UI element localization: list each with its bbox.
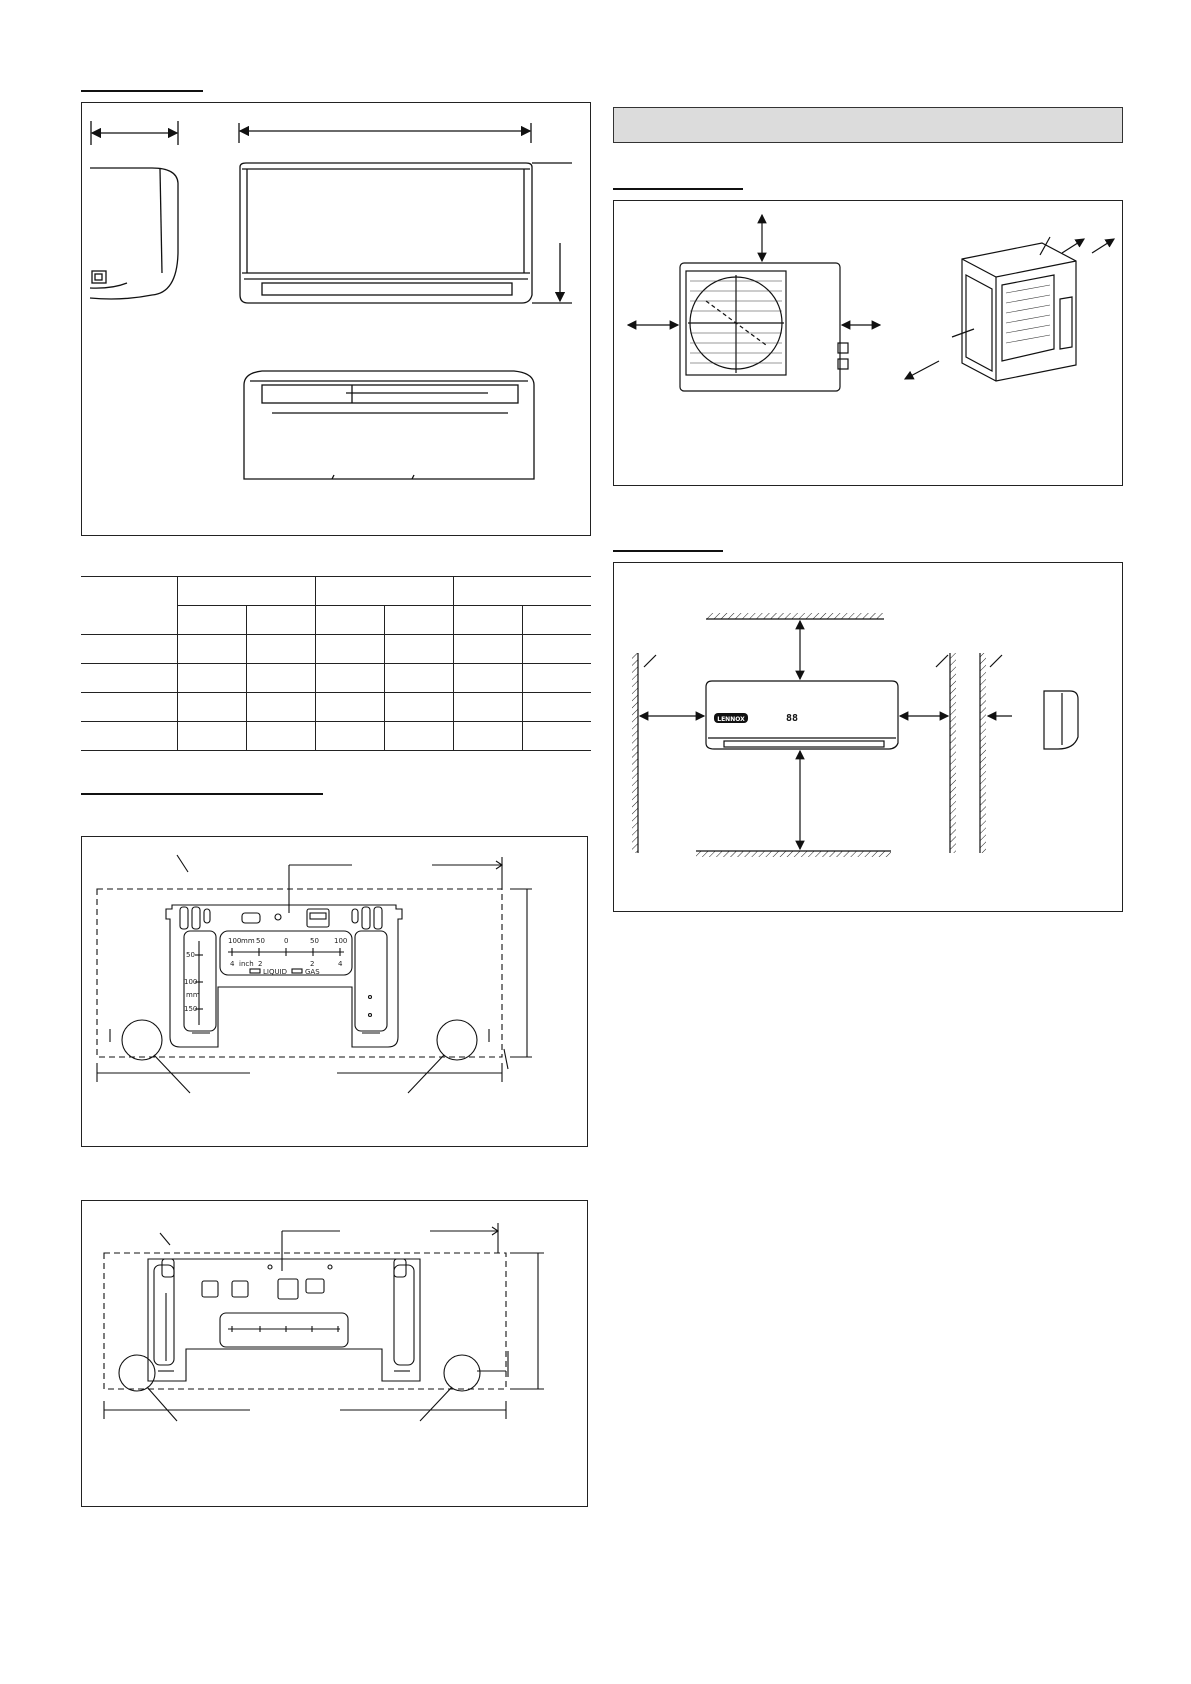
table-cell [177,722,246,751]
liquid-label: LIQUID [263,968,288,976]
table-row [81,664,591,693]
table-cell [384,635,453,664]
dimension-table [81,576,591,751]
table-cell [522,635,591,664]
table-cell [177,693,246,722]
table-cell [315,664,384,693]
indoor-front-view [239,123,572,303]
table-header-group [453,577,591,606]
table-cell [522,664,591,693]
mounting-plate-large-drawing [82,837,589,1148]
indoor-clearance-drawing [614,563,1124,913]
section-banner [613,107,1123,143]
table-subheader [453,606,522,635]
scale-tick-label: 2 [258,960,263,968]
scale-tick-label: 4 [338,960,343,968]
table-cell [522,722,591,751]
table-subheader [315,606,384,635]
table-row [81,635,591,664]
table-cell [81,664,177,693]
mounting-plate-small-drawing [82,1201,589,1508]
scale-tick-label: 0 [284,937,289,945]
table-cell [177,664,246,693]
table-header-corner [81,577,177,635]
mounting-plate-figure-small [81,1200,588,1507]
table-cell [246,722,315,751]
indoor-dimension-figure [81,102,591,536]
scale-unit-label: mm [241,937,255,945]
table-cell [453,664,522,693]
table-row [81,722,591,751]
gas-label: GAS [305,968,320,976]
table-cell [177,635,246,664]
indoor-side-view [90,121,178,299]
indoor-unit-drawings [82,103,592,537]
table-cell [315,693,384,722]
table-cell [453,722,522,751]
table-row [81,693,591,722]
section-heading-rule-dimensions [81,90,203,92]
scale-tick-label: 50 [256,937,265,945]
brand-logo: LENNOX [717,716,745,723]
table-cell [522,693,591,722]
scale-tick-label: 4 [230,960,235,968]
scale-tick-label: 50 [310,937,319,945]
scale-tick-label: 2 [310,960,315,968]
table-header-group [177,577,315,606]
section-heading-rule-mounting-plate [81,793,323,795]
scale-tick-label: 50 [186,951,195,959]
table-cell [81,693,177,722]
table-subheader [384,606,453,635]
indoor-bottom-view [244,371,534,479]
table-cell [315,722,384,751]
table-cell [81,722,177,751]
table-subheader [522,606,591,635]
table-cell [384,693,453,722]
outdoor-unit-drawings [614,201,1124,487]
table-subheader [246,606,315,635]
table-cell [315,635,384,664]
table-cell [384,722,453,751]
table-cell [453,635,522,664]
table-header-group [315,577,453,606]
table-cell [453,693,522,722]
indoor-clearance-figure [613,562,1123,912]
table-cell [246,664,315,693]
section-heading-rule-indoor-clearance [613,550,723,552]
table-subheader [177,606,246,635]
scale-unit-label: mm [186,991,200,999]
outdoor-clearance-figure [613,200,1123,486]
table-cell [384,664,453,693]
table-cell [246,635,315,664]
table-cell [246,693,315,722]
scale-tick-label: 100 [184,978,198,986]
scale-tick-label: 100 [228,937,242,945]
mounting-plate-figure-large [81,836,588,1147]
scale-unit-label: inch [239,960,254,968]
table-cell [81,635,177,664]
scale-tick-label: 100 [334,937,348,945]
scale-tick-label: 150 [184,1005,198,1013]
display-digits: 88 [785,713,799,724]
section-heading-rule-outdoor-clearance [613,188,743,190]
